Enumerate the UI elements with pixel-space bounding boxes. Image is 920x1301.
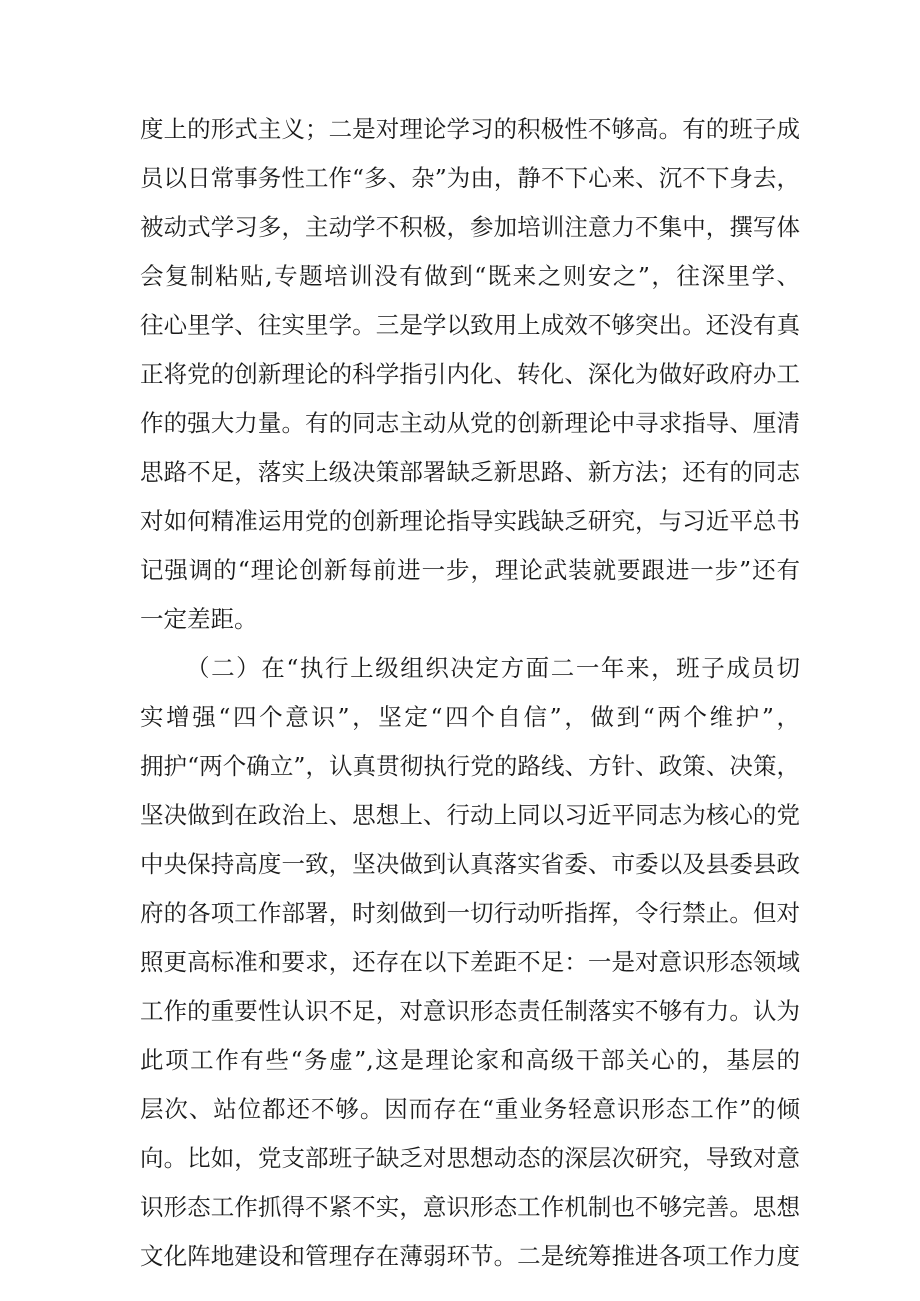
text-line: 度上的形式主义；二是对理论学习的积极性不够高。有的班子成: [140, 115, 800, 143]
text-line: 向。比如，党支部班子缺乏对思想动态的深层次研究，导致对意: [140, 1144, 800, 1172]
text-line: 照更高标准和要求，还存在以下差距不足：一是对意识形态领域: [140, 948, 800, 976]
text-line: 作的强大力量。有的同志主动从党的创新理论中寻求指导、厘清: [140, 409, 800, 437]
text-line: 层次、站位都还不够。因而存在“重业务轻意识形态工作”的倾: [140, 1095, 800, 1123]
text-line: 记强调的“理论创新每前进一步，理论武装就要跟进一步”还有: [140, 556, 800, 584]
text-line: 一定差距。: [140, 605, 258, 633]
text-line: 实增强“四个意识”，坚定“四个自信”，做到“两个维护”，: [140, 703, 800, 731]
text-line: 对如何精准运用党的创新理论指导实践缺乏研究，与习近平总书: [140, 507, 800, 535]
text-line: 拥护“两个确立”，认真贯彻执行党的路线、方针、政策、决策，: [140, 752, 800, 780]
text-line: 员以日常事务性工作“多、杂”为由，静不下心来、沉不下身去，: [140, 164, 800, 192]
text-line: 往心里学、往实里学。三是学以致用上成效不够突出。还没有真: [140, 311, 800, 339]
text-line: 被动式学习多，主动学不积极，参加培训注意力不集中，撰写体: [140, 213, 800, 241]
text-line: 此项工作有些“务虚”,这是理论家和高级干部关心的，基层的: [140, 1046, 800, 1074]
text-line: 中央保持高度一致，坚决做到认真落实省委、市委以及县委县政: [140, 850, 800, 878]
text-line: 工作的重要性认识不足，对意识形态责任制落实不够有力。认为: [140, 997, 800, 1025]
text-line: 坚决做到在政治上、思想上、行动上同以习近平同志为核心的党: [140, 801, 800, 829]
text-line: 会复制粘贴,专题培训没有做到“既来之则安之”，往深里学、: [140, 262, 800, 290]
text-line: 正将党的创新理论的科学指引内化、转化、深化为做好政府办工: [140, 360, 800, 388]
text-line: 府的各项工作部署，时刻做到一切行动听指挥，令行禁止。但对: [140, 899, 800, 927]
section-heading-line: （二）在“执行上级组织决定方面二一年来，班子成员切: [186, 654, 800, 682]
text-line: 文化阵地建设和管理存在薄弱环节。二是统筹推进各项工作力度: [140, 1242, 800, 1270]
text-line: 识形态工作抓得不紧不实，意识形态工作机制也不够完善。思想: [140, 1193, 800, 1221]
text-line: 思路不足，落实上级决策部署缺乏新思路、新方法；还有的同志: [140, 458, 800, 486]
